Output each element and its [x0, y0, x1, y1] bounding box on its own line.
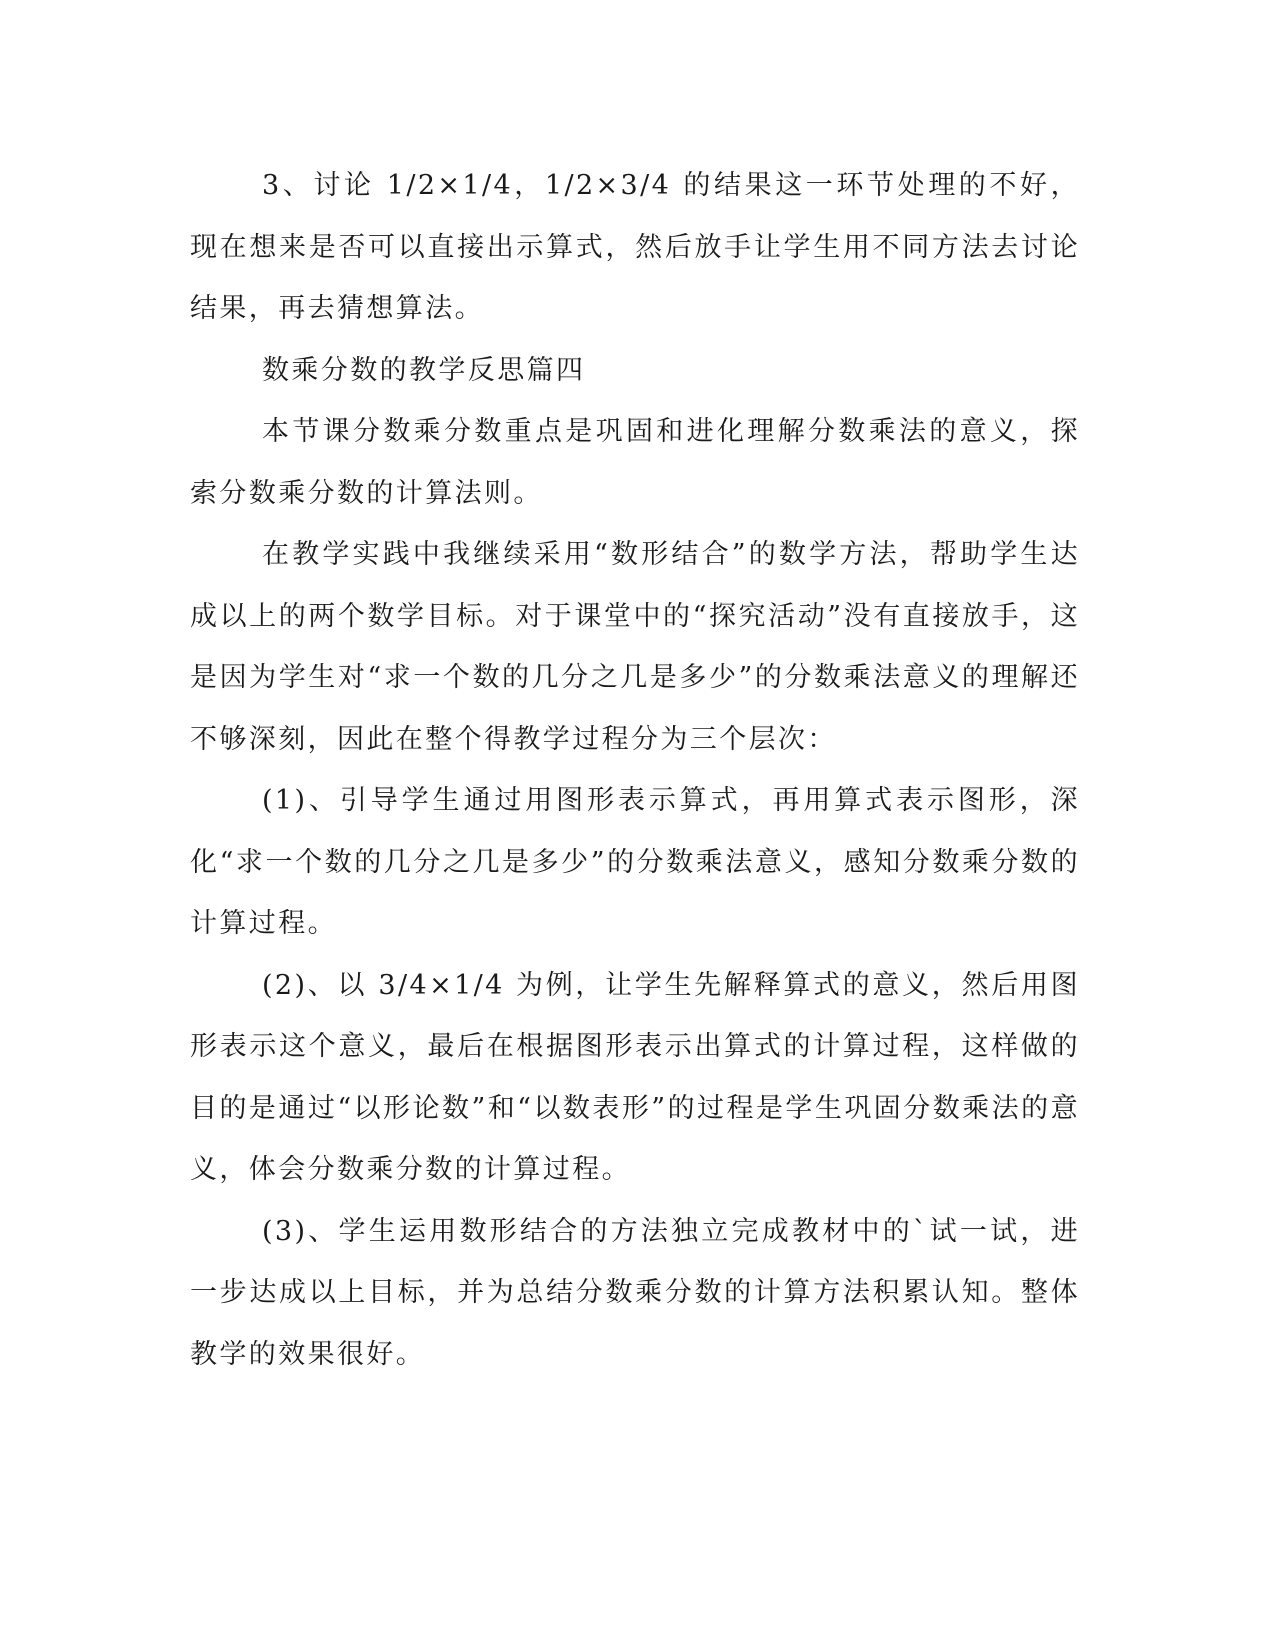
- paragraph-level-1: (1)、引导学生通过用图形表示算式，再用算式表示图形，深化“求一个数的几分之几是多少”的分数乘法意义，感知分数乘分数的计算过程。: [190, 785, 1080, 939]
- document-body: [190, 155, 1080, 1385]
- paragraph-discussion-point-3: 3、讨论 1/2×1/4，1/2×3/4 的结果这一环节处理的不好，现在想来是否可以直接出示算式，然后放手让学生用不同方法去讨论结果，再去猜想算法。: [190, 170, 1080, 324]
- paragraph-level-2: (2)、以 3/4×1/4 为例，让学生先解释算式的意义，然后用图形表示这个意义，最后在根据图形表示出算式的计算过程，这样做的目的是通过“以形论数”和“以数表形”的过程是学生巩固分数乘法的意义，体会分数乘分数的计算过程。: [190, 969, 1080, 1185]
- paragraph-teaching-practice: 在教学实践中我继续采用“数形结合”的数学方法，帮助学生达成以上的两个数学目标。对于课堂中的“探究活动”没有直接放手，这是因为学生对“求一个数的几分之几是多少”的分数乘法意义的理解还不够深刻，因此在整个得教学过程分为三个层次：: [190, 539, 1080, 755]
- paragraph-lesson-focus: 本节课分数乘分数重点是巩固和进化理解分数乘法的意义，探索分数乘分数的计算法则。: [190, 416, 1080, 509]
- section-heading: 数乘分数的教学反思篇四: [262, 354, 586, 386]
- paragraph-level-3: (3)、学生运用数形结合的方法独立完成教材中的`试一试，进一步达成以上目标，并为总结分数乘分数的计算方法积累认知。整体教学的效果很好。: [190, 1215, 1080, 1370]
